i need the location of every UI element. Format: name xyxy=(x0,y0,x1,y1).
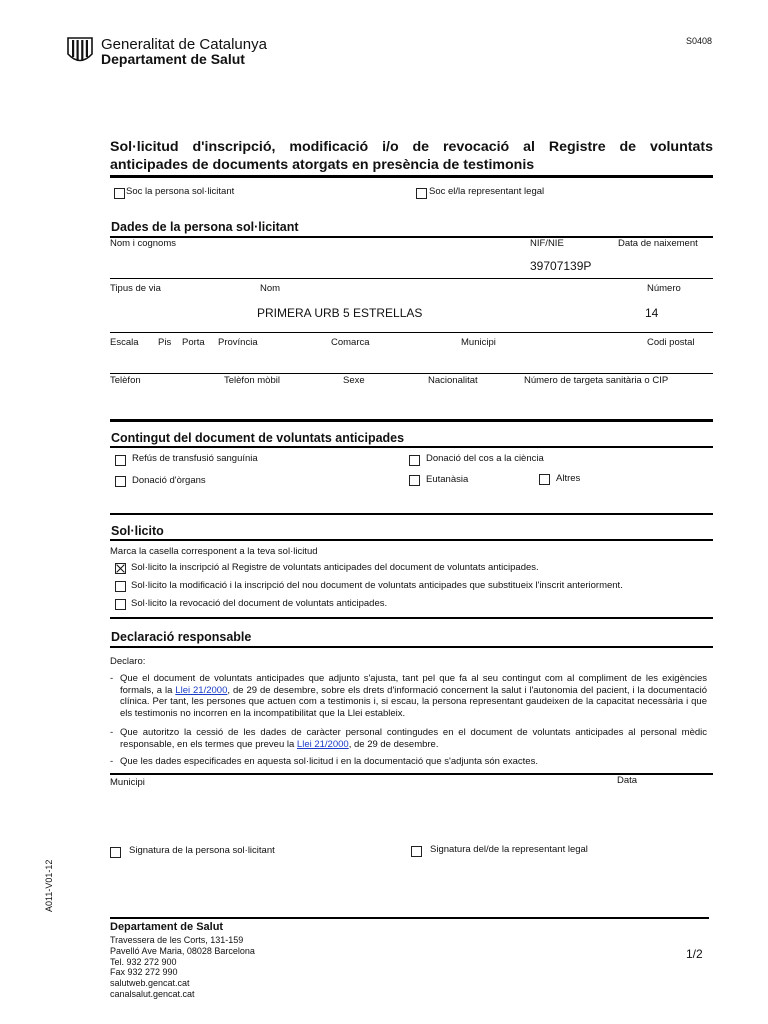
content-end-rule xyxy=(110,513,713,515)
request-section-title: Sol·licito xyxy=(111,524,164,538)
health-card-label: Número de targeta sanitària o CIP xyxy=(524,375,669,386)
postal-code-label: Codi postal xyxy=(647,337,695,348)
representative-signature-checkbox[interactable] xyxy=(411,846,422,857)
request-end-rule xyxy=(110,617,713,619)
bullet-2-text-end: , de 29 de desembre. xyxy=(348,738,439,750)
content-section-title: Contingut del document de voluntats anticipades xyxy=(111,431,405,445)
stair-label: Escala xyxy=(110,337,139,348)
logo-line-2: Departament de Salut xyxy=(101,51,245,67)
declaration-bullet-3 xyxy=(110,756,707,768)
county-label: Comarca xyxy=(331,337,370,348)
row2-rule xyxy=(110,332,713,333)
generalitat-logo xyxy=(67,37,93,64)
bullet-dash: - xyxy=(110,727,114,738)
municipality-label: Municipi xyxy=(461,337,496,348)
declaration-intro: Declaro: xyxy=(110,656,146,667)
declaration-bullet-1 xyxy=(110,673,707,719)
content-section-rule xyxy=(110,446,713,448)
street-type-label: Tipus de via xyxy=(110,283,161,294)
footer-web-2[interactable]: canalsalut.gencat.cat xyxy=(110,988,195,999)
page-number: 1/2 xyxy=(686,947,703,961)
footer-phone: Tel. 932 272 900 xyxy=(110,956,177,967)
others-checkbox[interactable] xyxy=(539,474,550,485)
footer-web-1[interactable]: salutweb.gencat.cat xyxy=(110,978,190,989)
applicant-signature-label: Signatura de la persona sol·licitant xyxy=(129,845,275,856)
body-donation-checkbox[interactable] xyxy=(409,455,420,466)
signature-date-label: Data xyxy=(617,775,638,786)
signature-municipality-label: Municipi xyxy=(110,777,145,788)
law-link[interactable]: Llei 21/2000 xyxy=(175,684,228,696)
law-link[interactable]: Llei 21/2000 xyxy=(296,738,349,750)
transfusion-label: Refús de transfusió sanguínia xyxy=(132,453,258,464)
request-registration-label: Sol·licito la inscripció al Registre de voluntats anticipades del document de voluntats anticipades. xyxy=(131,562,539,573)
mobile-label: Telèfon mòbil xyxy=(224,375,280,386)
request-revocation-checkbox[interactable] xyxy=(115,599,126,610)
coat-of-arms-icon xyxy=(67,37,93,64)
footer-rule xyxy=(110,917,709,919)
applicant-signature-checkbox[interactable] xyxy=(110,847,121,858)
declaration-bullet-2-text xyxy=(110,727,707,750)
footer-address-2: Pavelló Ave Maria, 08028 Barcelona xyxy=(110,945,255,956)
declaration-bullet-3-text: Que les dades especificades en aquesta sol·licitud i en la documentació que s'adjunta són exactes. xyxy=(120,756,538,767)
street-name-label: Nom xyxy=(260,283,281,294)
transfusion-checkbox[interactable] xyxy=(115,455,126,466)
organ-donation-checkbox[interactable] xyxy=(115,476,126,487)
footer-dept: Departament de Salut xyxy=(110,921,224,933)
request-section-rule xyxy=(110,539,713,541)
representative-signature-label: Signatura del/de la representant legal xyxy=(430,844,588,855)
floor-label: Pis xyxy=(158,337,172,348)
province-label: Província xyxy=(218,337,258,348)
request-instruction: Marca la casella corresponent a la teva sol·licitud xyxy=(110,546,318,557)
declaration-section-rule xyxy=(110,646,713,648)
declaration-section-title: Declaració responsable xyxy=(111,630,252,644)
footer-address-1: Travessera de les Corts, 131-159 xyxy=(110,935,244,945)
form-title xyxy=(110,138,713,174)
request-registration-checkbox[interactable] xyxy=(115,563,126,574)
footer-fax: Fax 932 272 990 xyxy=(110,967,178,978)
euthanasia-label: Eutanàsia xyxy=(426,474,469,485)
declaration-bullet-1-text xyxy=(110,673,707,719)
row1-rule xyxy=(110,278,713,279)
title-rule xyxy=(110,175,713,178)
nationality-label: Nacionalitat xyxy=(428,375,478,386)
request-revocation-label: Sol·licito la revocació del document de voluntats anticipades. xyxy=(131,598,388,609)
bullet-1-text-start: Que el document de voluntats anticipades que adjunto s'ajusta, tant pel que fa al seu contingut com al compliment de les exigències formals, a la xyxy=(120,673,707,696)
number-value[interactable]: 14 xyxy=(645,306,659,320)
representative-role-label: Soc el/la representant legal xyxy=(429,186,545,197)
nif-value[interactable]: 39707139P xyxy=(530,259,592,273)
request-modification-checkbox[interactable] xyxy=(115,581,126,592)
applicant-section-title: Dades de la persona sol·licitant xyxy=(111,220,299,234)
declaration-bullet-2 xyxy=(110,727,707,750)
body-donation-label: Donació del cos a la ciència xyxy=(426,453,544,464)
others-label: Altres xyxy=(556,473,581,484)
street-name-value[interactable]: PRIMERA URB 5 ESTRELLAS xyxy=(257,306,423,320)
bullet-2-text-start: Que autoritzo la cessió de les dades de caràcter personal contingudes en el document de voluntats anticipades al personal mèdic responsable, en els termes que preveu la xyxy=(120,727,707,750)
phone-label: Telèfon xyxy=(110,375,141,386)
door-label: Porta xyxy=(182,337,205,348)
footer-address xyxy=(110,935,255,1000)
request-modification-label: Sol·licito la modificació i la inscripció del nou document de voluntats anticipades que substitueix l'inscrit anteriorment. xyxy=(131,580,623,591)
nif-label: NIF/NIE xyxy=(530,238,564,249)
bullet-dash: - xyxy=(110,756,114,767)
number-label: Número xyxy=(647,283,681,294)
applicant-role-label: Soc la persona sol·licitant xyxy=(126,186,235,197)
birth-date-label: Data de naixement xyxy=(618,238,698,249)
representative-role-checkbox[interactable] xyxy=(416,188,427,199)
logo-line-1: Generalitat de Catalunya xyxy=(101,36,267,53)
name-label: Nom i cognoms xyxy=(110,238,176,249)
form-title-line-1: Sol·licitud d'inscripció, modificació i/o de revocació al Registre de voluntats xyxy=(110,139,713,155)
side-code: A011-V01-12 xyxy=(44,859,54,912)
row3-rule xyxy=(110,373,713,374)
bullet-1-text-end: , de 29 de desembre, sobre els drets d'informació concernent la salut i l'autonomia del pacient, i la documentació clínica. Per tant, les persones que actuen com a testimonis i, si escau, la persona representant gaudeixen de la capacitat necessària i que els testimonis no incorren en la incompatibilitat que la Llei estableix. xyxy=(120,684,707,719)
applicant-end-rule xyxy=(110,419,713,422)
form-title-line-2: anticipades de documents atorgats en presència de testimonis xyxy=(110,157,535,173)
form-code: S0408 xyxy=(686,36,713,46)
euthanasia-checkbox[interactable] xyxy=(409,475,420,486)
applicant-role-checkbox[interactable] xyxy=(114,188,125,199)
bullet-dash: - xyxy=(110,673,114,684)
organ-donation-label: Donació d'òrgans xyxy=(132,475,206,486)
sex-label: Sexe xyxy=(343,375,365,386)
